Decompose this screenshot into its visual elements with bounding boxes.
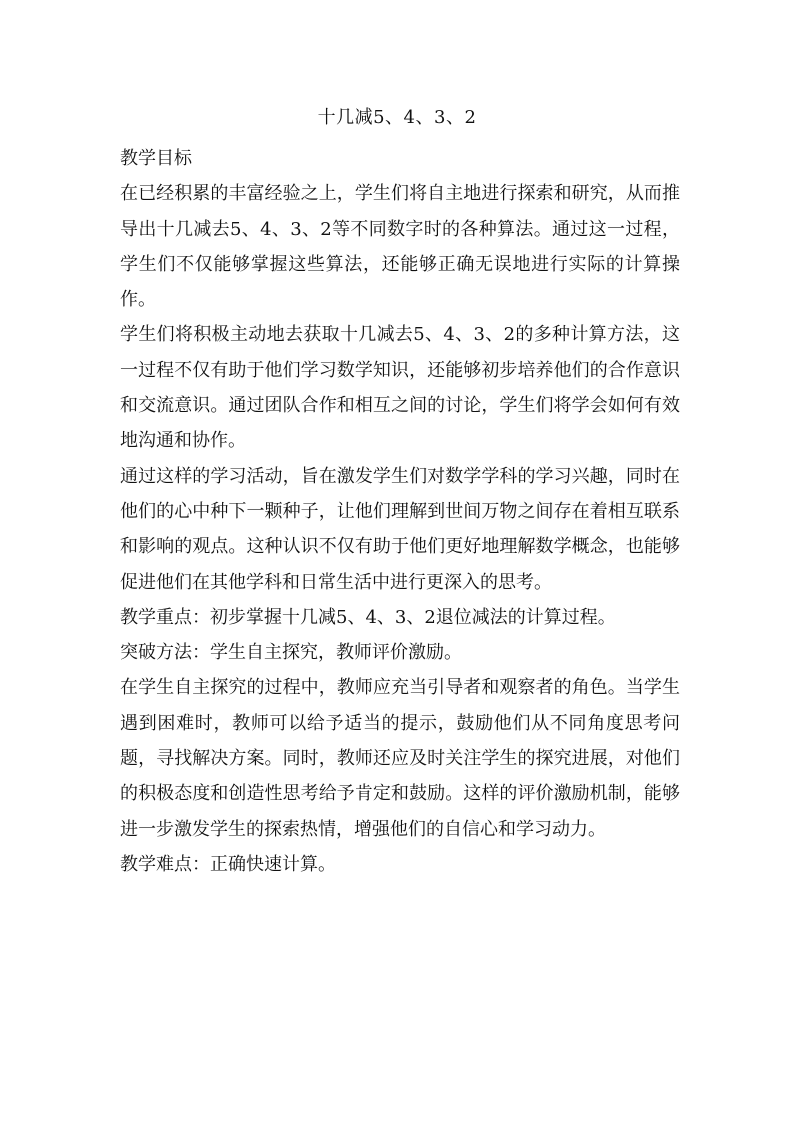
heading-teaching-goals: 教学目标 <box>120 148 192 169</box>
paragraph-goal-algorithms: 在已经积累的丰富经验之上，学生们将自主地进行探索和研究，从而推导出十几减去5、4、3、2等不同数字时的各种算法。通过这一过程，学生们不仅能够掌握这些算法，还能够正确无误地进行实际的计算操作。 <box>120 183 680 311</box>
paragraph-difficulty: 教学难点：正确快速计算。 <box>120 853 336 875</box>
document-title: 十几减5、4、3、2 <box>317 107 477 128</box>
paragraph-method-detail: 在学生自主探究的过程中，教师应充当引导者和观察者的角色。当学生遇到困难时，教师可以给予适当的提示，鼓励他们从不同角度思考问题，寻找解决方案。同时，教师还应及时关注学生的探究进展，对他们的积极态度和创造性思考给予肯定和鼓励。这样的评价激励机制，能够进一步激发学生的探索热情，增强他们的自信心和学习动力。 <box>120 677 680 840</box>
paragraph-goal-cooperation: 学生们将积极主动地去获取十几减去5、4、3、2的多种计算方法，这一过程不仅有助于他们学习数学知识，还能够初步培养他们的合作意识和交流意识。通过团队合作和相互之间的讨论，学生们将学会如何有效地沟通和协作。 <box>120 324 680 452</box>
paragraph-method: 突破方法：学生自主探究，教师评价激励。 <box>120 642 462 664</box>
paragraph-goal-interest: 通过这样的学习活动，旨在激发学生们对数学学科的学习兴趣，同时在他们的心中种下一颗种子，让他们理解到世间万物之间存在着相互联系和影响的观点。这种认识不仅有助于他们更好地理解数学概念，也能够促进他们在其他学科和日常生活中进行更深入的思考。 <box>120 465 680 593</box>
paragraph-key-point: 教学重点：初步掌握十几减5、4、3、2退位减法的计算过程。 <box>120 606 616 628</box>
document-body <box>120 141 680 882</box>
